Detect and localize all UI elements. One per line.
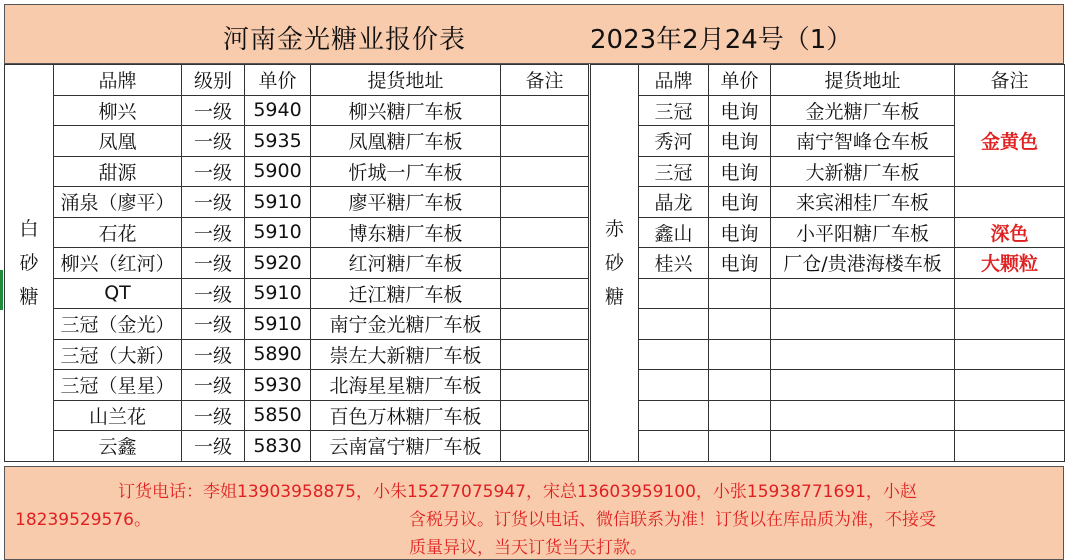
brand-cell: 柳兴 — [54, 95, 182, 126]
note-cell — [501, 248, 589, 279]
brand-cell: 三冠（大新） — [54, 339, 182, 370]
table-row — [5, 95, 589, 126]
grade-cell: 一级 — [182, 217, 245, 248]
price-cell: 电询 — [709, 95, 771, 126]
price-cell: 5890 — [245, 339, 311, 370]
note-cell — [501, 309, 589, 340]
table-row — [5, 126, 589, 157]
empty-cell — [955, 339, 1065, 370]
empty-cell — [771, 278, 955, 309]
price-cell: 5910 — [245, 278, 311, 309]
table-row — [591, 248, 1065, 279]
address-cell: 来宾湘桂厂车板 — [771, 187, 955, 218]
empty-cell — [709, 431, 771, 462]
address-cell: 北海星星糖厂车板 — [311, 370, 501, 401]
column-header: 品牌 — [639, 65, 709, 96]
category-label-char: 糖 — [19, 285, 39, 308]
empty-row — [591, 278, 1065, 309]
column-header: 单价 — [245, 65, 311, 96]
address-cell: 小平阳糖厂车板 — [771, 217, 955, 248]
column-header: 提货地址 — [771, 65, 955, 96]
note-cell — [501, 187, 589, 218]
category-label-char: 糖 — [604, 285, 624, 308]
note-cell — [501, 156, 589, 187]
empty-cell — [771, 370, 955, 401]
title-bar — [4, 4, 1064, 64]
price-cell: 电询 — [709, 126, 771, 157]
table-row — [591, 95, 1065, 126]
empty-cell — [639, 278, 709, 309]
price-cell: 电询 — [709, 187, 771, 218]
red-sugar-label — [591, 65, 639, 462]
price-cell: 5910 — [245, 187, 311, 218]
address-cell: 凤凰糖厂车板 — [311, 126, 501, 157]
empty-cell — [771, 309, 955, 340]
note-cell — [501, 126, 589, 157]
empty-cell — [771, 339, 955, 370]
empty-cell — [709, 309, 771, 340]
brand-cell: 晶龙 — [639, 187, 709, 218]
price-cell: 5900 — [245, 156, 311, 187]
address-cell: 崇左大新糖厂车板 — [311, 339, 501, 370]
table-row — [5, 339, 589, 370]
table-row — [5, 248, 589, 279]
grade-cell: 一级 — [182, 248, 245, 279]
brand-cell: 石花 — [54, 217, 182, 248]
category-label-char: 白 — [19, 217, 39, 240]
empty-row — [591, 431, 1065, 462]
brand-cell: 甜源 — [54, 156, 182, 187]
address-cell: 百色万林糖厂车板 — [311, 400, 501, 431]
note-cell — [955, 187, 1065, 218]
empty-cell — [639, 431, 709, 462]
empty-cell — [955, 431, 1065, 462]
table-row — [5, 370, 589, 401]
page-title: 河南金光糖业报价表 — [223, 25, 467, 55]
brand-cell: QT — [54, 278, 182, 309]
empty-cell — [639, 400, 709, 431]
note-cell — [501, 431, 589, 462]
footer-terms-line: 含税另议。订货以电话、微信联系为准！订货以在库品质为准，不接受 — [409, 510, 936, 530]
price-cell: 5930 — [245, 370, 311, 401]
empty-cell — [955, 278, 1065, 309]
address-cell: 廖平糖厂车板 — [311, 187, 501, 218]
table-row — [5, 278, 589, 309]
red-sugar-table — [590, 64, 1065, 462]
brand-cell: 三冠 — [639, 95, 709, 126]
empty-cell — [771, 400, 955, 431]
price-cell: 5910 — [245, 217, 311, 248]
table-row — [591, 217, 1065, 248]
brand-cell: 三冠（星星） — [54, 370, 182, 401]
category-label-char: 砂 — [604, 251, 624, 274]
empty-cell — [955, 309, 1065, 340]
price-cell: 5850 — [245, 400, 311, 431]
address-cell: 金光糖厂车板 — [771, 95, 955, 126]
grade-cell: 一级 — [182, 400, 245, 431]
white-sugar-table — [4, 64, 589, 462]
price-cell: 5940 — [245, 95, 311, 126]
brand-cell: 涌泉（廖平） — [54, 187, 182, 218]
price-cell: 5910 — [245, 309, 311, 340]
empty-cell — [709, 400, 771, 431]
quote-date: 2023年2月24号（1） — [590, 25, 853, 55]
empty-cell — [771, 431, 955, 462]
note-cell — [501, 370, 589, 401]
footer-contact-continued: 18239529576。 — [15, 510, 151, 530]
table-row — [5, 431, 589, 462]
empty-cell — [709, 339, 771, 370]
address-cell: 红河糖厂车板 — [311, 248, 501, 279]
grade-cell: 一级 — [182, 278, 245, 309]
address-cell: 忻城一厂车板 — [311, 156, 501, 187]
table-header-row — [591, 65, 1065, 96]
note-large: 大颗粒 — [955, 248, 1065, 279]
column-header: 备注 — [501, 65, 589, 96]
grade-cell: 一级 — [182, 370, 245, 401]
price-cell: 电询 — [709, 217, 771, 248]
empty-cell — [709, 370, 771, 401]
column-header: 单价 — [709, 65, 771, 96]
column-header: 级别 — [182, 65, 245, 96]
grade-cell: 一级 — [182, 156, 245, 187]
address-cell: 大新糖厂车板 — [771, 156, 955, 187]
grade-cell: 一级 — [182, 431, 245, 462]
empty-row — [591, 400, 1065, 431]
note-golden: 金黄色 — [955, 95, 1065, 187]
footer-contact-line: 订货电话：李姐13903958875，小朱15277075947，宋总13603959100，小张15938771691，小赵 — [118, 482, 917, 502]
address-cell: 迁江糖厂车板 — [311, 278, 501, 309]
price-cell: 5935 — [245, 126, 311, 157]
column-header: 品牌 — [54, 65, 182, 96]
grade-cell: 一级 — [182, 339, 245, 370]
table-row — [5, 309, 589, 340]
brand-cell: 云鑫 — [54, 431, 182, 462]
address-cell: 柳兴糖厂车板 — [311, 95, 501, 126]
brand-cell: 秀河 — [639, 126, 709, 157]
table-row — [5, 217, 589, 248]
note-cell — [501, 217, 589, 248]
footer-terms-continued: 质量异议，当天订货当天打款。 — [409, 538, 647, 558]
note-cell — [501, 400, 589, 431]
white-sugar-label — [5, 65, 54, 462]
category-label-char: 赤 — [604, 217, 624, 240]
address-cell: 南宁金光糖厂车板 — [311, 309, 501, 340]
table-row — [5, 156, 589, 187]
empty-row — [591, 370, 1065, 401]
table-row — [591, 187, 1065, 218]
column-header: 备注 — [955, 65, 1065, 96]
empty-row — [591, 309, 1065, 340]
address-cell: 厂仓/贵港海楼车板 — [771, 248, 955, 279]
category-label-char: 砂 — [19, 251, 39, 274]
brand-cell: 桂兴 — [639, 248, 709, 279]
note-cell — [501, 339, 589, 370]
table-row — [5, 400, 589, 431]
note-cell — [501, 95, 589, 126]
price-cell: 电询 — [709, 156, 771, 187]
grade-cell: 一级 — [182, 95, 245, 126]
empty-cell — [639, 339, 709, 370]
grade-cell: 一级 — [182, 126, 245, 157]
note-dark: 深色 — [955, 217, 1065, 248]
empty-cell — [639, 309, 709, 340]
brand-cell: 鑫山 — [639, 217, 709, 248]
brand-cell: 凤凰 — [54, 126, 182, 157]
empty-row — [591, 339, 1065, 370]
brand-cell: 三冠 — [639, 156, 709, 187]
price-cell: 电询 — [709, 248, 771, 279]
grade-cell: 一级 — [182, 309, 245, 340]
address-cell: 云南富宁糖厂车板 — [311, 431, 501, 462]
price-cell: 5830 — [245, 431, 311, 462]
table-header-row — [5, 65, 589, 96]
footer-notice — [4, 466, 1064, 560]
address-cell: 博东糖厂车板 — [311, 217, 501, 248]
price-cell: 5920 — [245, 248, 311, 279]
empty-cell — [955, 400, 1065, 431]
sheet-edge-marker — [0, 270, 3, 310]
table-row — [5, 187, 589, 218]
empty-cell — [639, 370, 709, 401]
brand-cell: 柳兴（红河） — [54, 248, 182, 279]
column-header: 提货地址 — [311, 65, 501, 96]
address-cell: 南宁智峰仓车板 — [771, 126, 955, 157]
brand-cell: 山兰花 — [54, 400, 182, 431]
grade-cell: 一级 — [182, 187, 245, 218]
empty-cell — [709, 278, 771, 309]
brand-cell: 三冠（金光） — [54, 309, 182, 340]
note-cell — [501, 278, 589, 309]
empty-cell — [955, 370, 1065, 401]
